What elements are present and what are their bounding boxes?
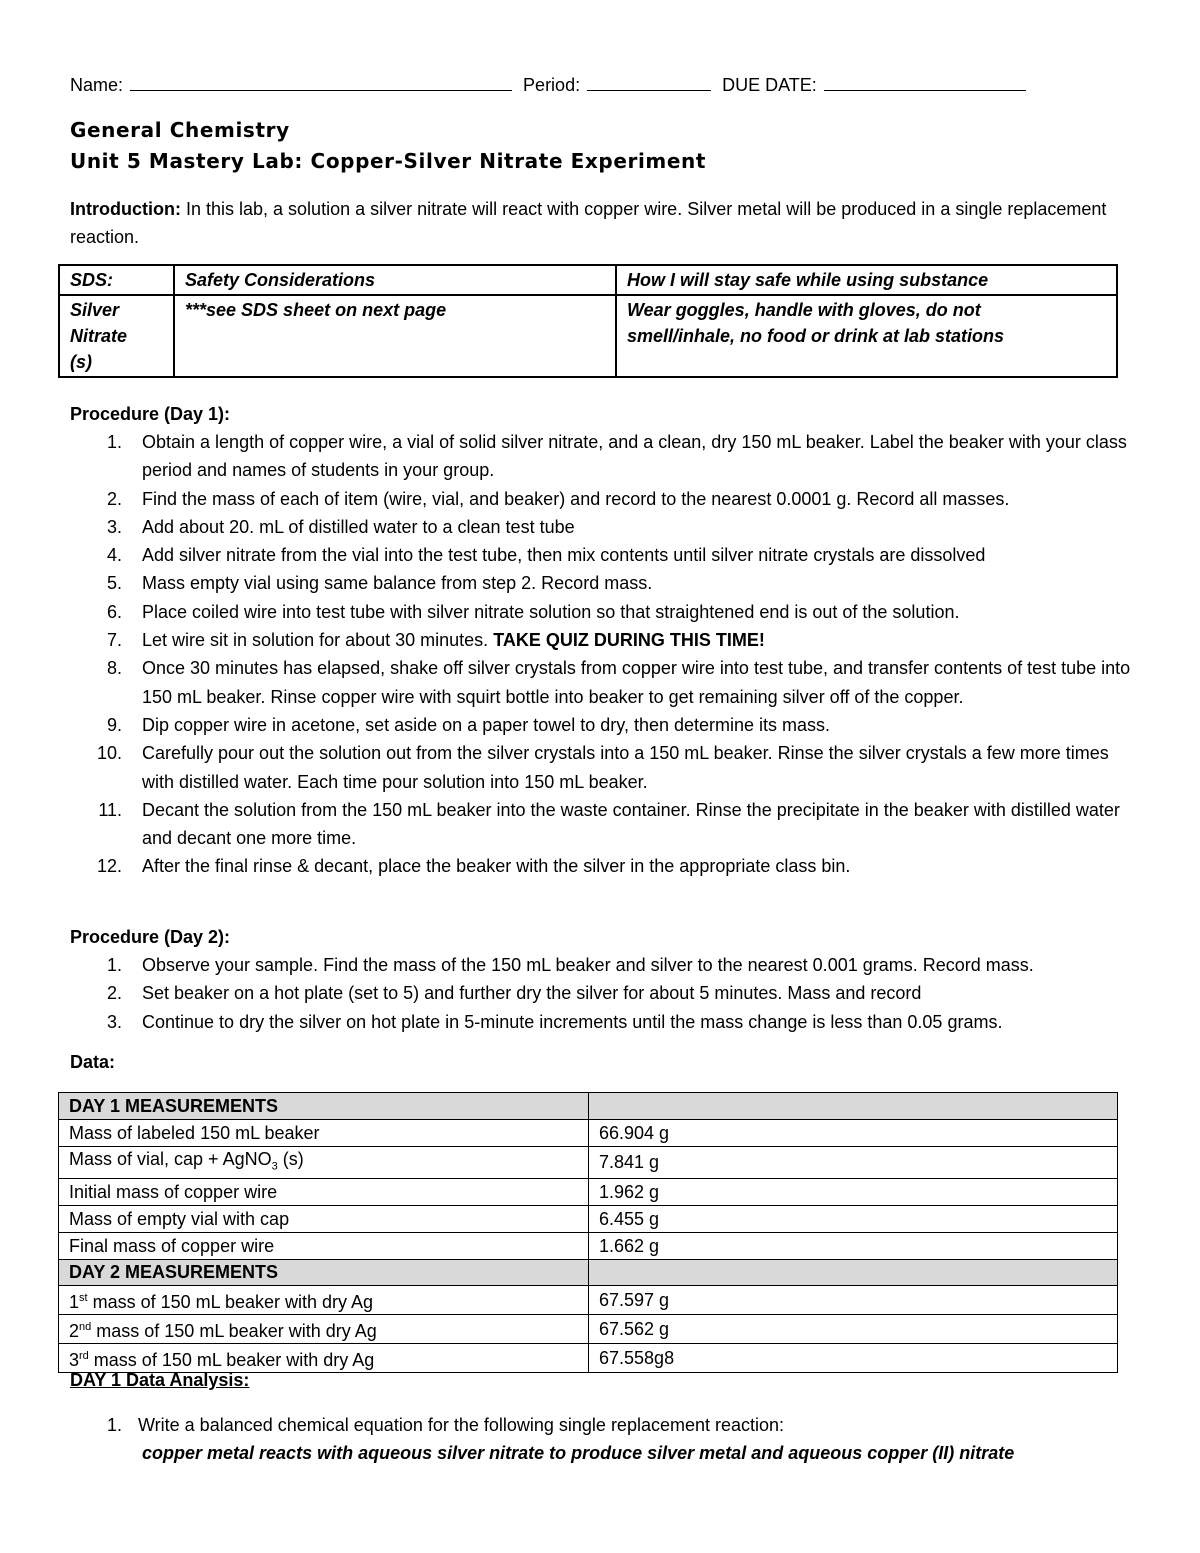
analysis-heading: DAY 1 Data Analysis: bbox=[70, 1370, 250, 1390]
day1-header-row bbox=[59, 1093, 1118, 1120]
table-row: Initial mass of copper wire 1.962 g bbox=[59, 1179, 1118, 1206]
period-blank[interactable] bbox=[587, 74, 711, 91]
list-item: 8. Once 30 minutes has elapsed, shake off silver crystals from copper wire into test tube, and transfer contents of test tube into 150 mL beaker. Rinse copper wire with squirt bottle into beaker to get remaining silver off of the copper. bbox=[106, 658, 1131, 707]
list-item: 2. Set beaker on a hot plate (set to 5) and further dry the silver for about 5 minutes. Mass and record bbox=[106, 983, 922, 1004]
list-item: 2. Find the mass of each of item (wire, vial, and beaker) and record to the nearest 0.0001 g. Record all masses. bbox=[106, 488, 1010, 509]
name-label: Name: bbox=[70, 75, 124, 95]
measurement-value[interactable]: 67.562 g bbox=[589, 1315, 1118, 1344]
list-item: 12. After the final rinse & decant, place the beaker with the silver in the appropriate class bin. bbox=[96, 856, 851, 877]
table-row: 3rd mass of 150 mL beaker with dry Ag 67.558g8 bbox=[59, 1344, 1118, 1373]
stay-safe-col-header: How I will stay safe while using substance bbox=[616, 265, 1117, 295]
sds-col-header: SDS: bbox=[59, 265, 174, 295]
lab-title: Unit 5 Mastery Lab: Copper-Silver Nitrate Experiment bbox=[70, 149, 707, 173]
measurement-value[interactable]: 67.597 g bbox=[589, 1286, 1118, 1315]
student-header bbox=[70, 74, 1032, 96]
list-item: 10. Carefully pour out the solution out from the silver crystals into a 150 mL beaker. Rinse the silver crystals a few more times with distilled water. Each time pour solution into 150 mL beaker. bbox=[96, 743, 1109, 792]
sds-row-silver-nitrate bbox=[59, 295, 1117, 377]
table-row: 1st mass of 150 mL beaker with dry Ag 67.597 g bbox=[59, 1286, 1118, 1315]
data-table bbox=[58, 1092, 1118, 1373]
introduction bbox=[70, 195, 1130, 251]
list-item: 7. Let wire sit in solution for about 30 minutes. TAKE QUIZ DURING THIS TIME! bbox=[106, 630, 765, 651]
table-row: Mass of vial, cap + AgNO$_3$ (s) 7.841 g bbox=[59, 1146, 1118, 1179]
due-date-blank[interactable] bbox=[824, 74, 1026, 91]
quiz-note: TAKE QUIZ DURING THIS TIME! bbox=[493, 630, 765, 651]
reaction-prompt: copper metal reacts with aqueous silver nitrate to produce silver metal and aqueous copper (II) nitrate bbox=[142, 1443, 1015, 1463]
substance-cell: Silver Nitrate (s) bbox=[59, 295, 174, 377]
table-row: Final mass of copper wire 1.662 g bbox=[59, 1232, 1118, 1259]
day2-header-row bbox=[59, 1259, 1118, 1286]
procedure-day2-heading: Procedure (Day 2): bbox=[70, 927, 231, 947]
measurement-value[interactable]: 1.662 g bbox=[589, 1232, 1118, 1259]
list-item: 1. Obtain a length of copper wire, a vial of solid silver nitrate, and a clean, dry 150 mL beaker. Label the beaker with your class period and names of students in your group. bbox=[106, 432, 1127, 481]
day2-header: DAY 2 MEASUREMENTS bbox=[59, 1259, 589, 1286]
safety-cell: ***see SDS sheet on next page bbox=[174, 295, 616, 377]
procedure-day1-list bbox=[70, 428, 1135, 881]
list-item: 3. Continue to dry the silver on hot plate in 5-minute increments until the mass change is less than 0.05 grams. bbox=[106, 1011, 1003, 1032]
sds-table bbox=[58, 264, 1118, 378]
table-row: Mass of empty vial with cap 6.455 g bbox=[59, 1205, 1118, 1232]
list-item: 1. Observe your sample. Find the mass of the 150 mL beaker and silver to the nearest 0.001 grams. Record mass. bbox=[106, 955, 1034, 975]
measurement-value[interactable]: 66.904 g bbox=[589, 1119, 1118, 1146]
safety-col-header: Safety Considerations bbox=[174, 265, 616, 295]
list-item: 3. Add about 20. mL of distilled water to a clean test tube bbox=[106, 516, 575, 537]
period-label: Period: bbox=[523, 75, 581, 95]
measurement-value[interactable]: 67.558g8 bbox=[589, 1344, 1118, 1373]
list-item: 6. Place coiled wire into test tube with silver nitrate solution so that straightened end is out of the solution. bbox=[106, 601, 960, 622]
due-date-label: DUE DATE: bbox=[722, 75, 817, 95]
name-blank[interactable] bbox=[130, 74, 512, 91]
list-item: 5. Mass empty vial using same balance from step 2. Record mass. bbox=[106, 573, 653, 594]
table-row: Mass of labeled 150 mL beaker 66.904 g bbox=[59, 1119, 1118, 1146]
measurement-value[interactable]: 6.455 g bbox=[589, 1205, 1118, 1232]
analysis-question-1: 1. Write a balanced chemical equation for the following single replacement reaction: copper metal reacts with aqueous silver nitrate to produce silver metal and aqueous copper (II) nitrate bbox=[70, 1411, 1135, 1467]
course-title: General Chemistry bbox=[70, 118, 290, 142]
day1-header: DAY 1 MEASUREMENTS bbox=[59, 1093, 589, 1120]
data-heading: Data: bbox=[70, 1052, 116, 1072]
table-row: 2nd mass of 150 mL beaker with dry Ag 67.562 g bbox=[59, 1315, 1118, 1344]
sds-header-row bbox=[59, 265, 1117, 295]
intro-label: Introduction: bbox=[70, 199, 181, 219]
list-item: 9. Dip copper wire in acetone, set aside on a paper towel to dry, then determine its mass. bbox=[106, 714, 831, 735]
list-item: 4. Add silver nitrate from the vial into the test tube, then mix contents until silver nitrate crystals are dissolved bbox=[106, 545, 986, 566]
measurement-value[interactable]: 7.841 g bbox=[589, 1146, 1118, 1179]
stay-safe-cell: Wear goggles, handle with gloves, do not smell/inhale, no food or drink at lab stations bbox=[616, 295, 1117, 377]
procedure-day2-list bbox=[70, 951, 1135, 1036]
intro-text: In this lab, a solution a silver nitrate will react with copper wire. Silver metal will be produced in a single replacement reaction. bbox=[70, 199, 1107, 247]
list-item: 11. Decant the solution from the 150 mL beaker into the waste container. Rinse the precipitate in the beaker with distilled water and decant one more time. bbox=[98, 799, 1120, 849]
procedure-day1-heading: Procedure (Day 1): bbox=[70, 404, 231, 424]
measurement-value[interactable]: 1.962 g bbox=[589, 1179, 1118, 1206]
